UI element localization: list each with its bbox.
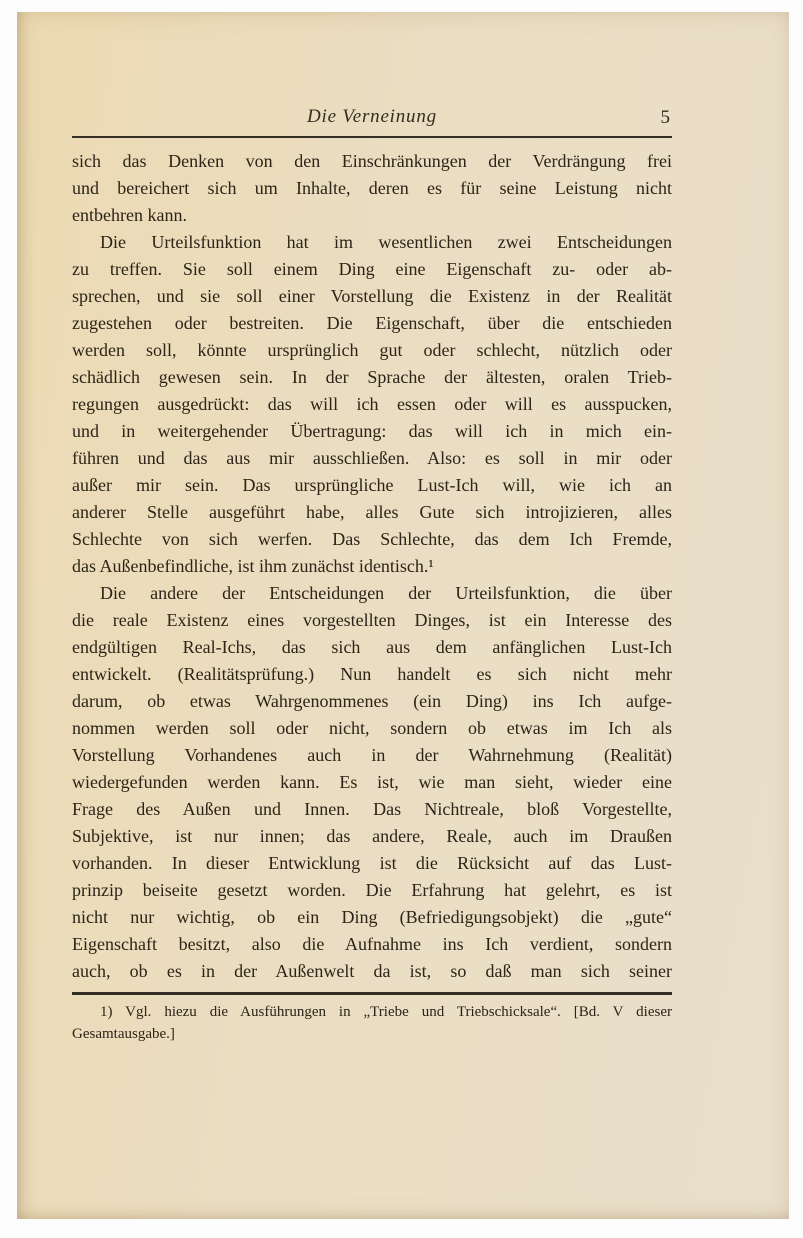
text-line: anderer Stelle ausgeführt habe, alles Gute sich introjizieren, alles	[72, 502, 672, 522]
text-line: 1) Vgl. hiezu die Ausführungen in „Triebe und Triebschicksale“. [Bd. V dieser	[100, 1004, 672, 1020]
paragraph-3	[72, 580, 672, 985]
text-line: auch, ob es in der Außenwelt da ist, so daß man sich seiner	[72, 961, 672, 981]
page-number: 5	[660, 107, 670, 128]
text-line: Gesamtausgabe.]	[72, 1026, 175, 1042]
text-line: Frage des Außen und Innen. Das Nichtreale, bloß Vorgestellte,	[72, 799, 672, 819]
footnote	[72, 1001, 672, 1045]
text-line: entwickelt. (Realitätsprüfung.) Nun handelt es sich nicht mehr	[72, 664, 672, 684]
text-line: sich das Denken von den Einschränkungen der Verdrängung frei	[72, 151, 672, 171]
header-rule	[72, 136, 672, 138]
text-line: prinzip beiseite gesetzt worden. Die Erfahrung hat gelehrt, es ist	[72, 880, 672, 900]
text-line: die reale Existenz eines vorgestellten Dinges, ist ein Interesse des	[72, 610, 672, 630]
paragraph-2	[72, 229, 672, 580]
running-head-title: Die Verneinung	[307, 106, 437, 127]
text-line: Eigenschaft besitzt, also die Aufnahme ins Ich verdient, sondern	[72, 934, 672, 954]
text-line: wiedergefunden werden kann. Es ist, wie man sieht, wieder eine	[72, 772, 672, 792]
page-header	[72, 106, 672, 132]
text-line: Die andere der Entscheidungen der Urteilsfunktion, die über	[100, 583, 672, 603]
paragraph-1	[72, 148, 672, 229]
text-line: Subjektive, ist nur innen; das andere, Reale, auch im Draußen	[72, 826, 672, 846]
book-page	[17, 12, 789, 1219]
text-line: zu treffen. Sie soll einem Ding eine Eigenschaft zu- oder ab-	[72, 259, 672, 279]
text-line: nicht nur wichtig, ob ein Ding (Befriedigungsobjekt) die „gute“	[72, 907, 672, 927]
body-text	[72, 148, 672, 985]
text-line: endgültigen Real-Ichs, das sich aus dem anfänglichen Lust-Ich	[72, 637, 672, 657]
text-line: werden soll, könnte ursprünglich gut oder schlecht, nützlich oder	[72, 340, 672, 360]
text-line: außer mir sein. Das ursprüngliche Lust-Ich will, wie ich an	[72, 475, 672, 495]
text-line: Vorstellung Vorhandenes auch in der Wahrnehmung (Realität)	[72, 745, 672, 765]
text-line: und in weitergehender Übertragung: das will ich in mich ein-	[72, 421, 672, 441]
text-line: zugestehen oder bestreiten. Die Eigenschaft, über die entschieden	[72, 313, 672, 333]
text-line: entbehren kann.	[72, 205, 187, 225]
text-line: vorhanden. In dieser Entwicklung ist die Rücksicht auf das Lust-	[72, 853, 672, 873]
footnote-rule	[72, 992, 672, 995]
text-line: schädlich gewesen sein. In der Sprache der ältesten, oralen Trieb-	[72, 367, 672, 387]
text-line: nommen werden soll oder nicht, sondern ob etwas im Ich als	[72, 718, 672, 738]
text-line: darum, ob etwas Wahrgenommenes (ein Ding) ins Ich aufge-	[72, 691, 672, 711]
text-line: Schlechte von sich werfen. Das Schlechte, das dem Ich Fremde,	[72, 529, 672, 549]
text-line: das Außenbefindliche, ist ihm zunächst identisch.¹	[72, 556, 434, 576]
text-line: Die Urteilsfunktion hat im wesentlichen zwei Entscheidungen	[100, 232, 672, 252]
text-line: regungen ausgedrückt: das will ich essen oder will es ausspucken,	[72, 394, 672, 414]
text-line: führen und das aus mir ausschließen. Also: es soll in mir oder	[72, 448, 672, 468]
text-line: und bereichert sich um Inhalte, deren es für seine Leistung nicht	[72, 178, 672, 198]
text-line: sprechen, und sie soll einer Vorstellung die Existenz in der Realität	[72, 286, 672, 306]
